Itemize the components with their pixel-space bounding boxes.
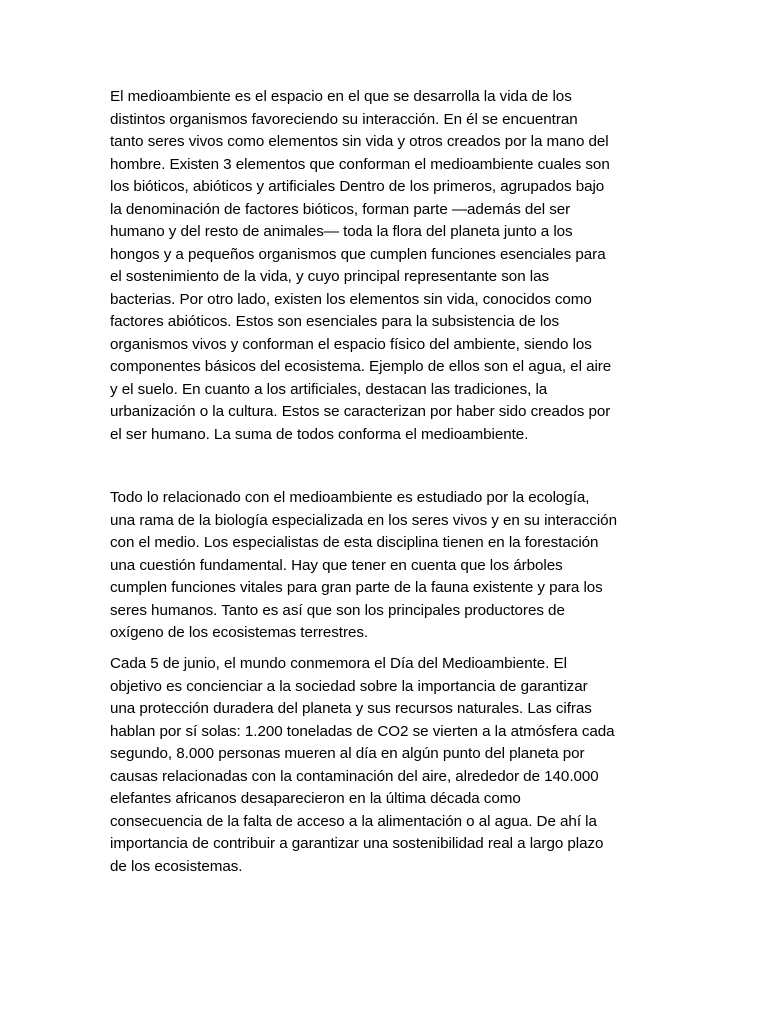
paragraph-dia-del-medioambiente: Cada 5 de junio, el mundo conmemora el Día del Medioambiente. El objetivo es concienciar a la sociedad sobre la importancia de garantizar una protección duradera del planeta y sus recursos naturales. Las cifras hablan por sí solas: 1.200 toneladas de CO2 se vierten a la atmósfera cada segundo, 8.000 personas mueren al día en algún punto del planeta por causas relacionadas con la contaminación del aire, alrededor de 140.000 elefantes africanos desaparecieron en la última década como consecuencia de la falta de acceso a la alimentación o al agua. De ahí la importancia de contribuir a garantizar una sostenibilidad real a largo plazo de los ecosistemas. [110,655,615,875]
paragraph-ecologia: Todo lo relacionado con el medioambiente es estudiado por la ecología, una rama de la biología especializada en los seres vivos y en su interacción con el medio. Los especialistas de esta disciplina tienen en la forestación una cuestión fundamental. Hay que tener en cuenta que los árboles cumplen funciones vitales para gran parte de la fauna existente y para los seres humanos. Tanto es así que son los principales productores de oxígeno de los ecosistemas terrestres. [110,489,617,641]
paragraph-medioambiente-definition: El medioambiente es el espacio en el que se desarrolla la vida de los distintos organismos favoreciendo su interacción. En él se encuentran tanto seres vivos como elementos sin vida y otros creados por la mano del hombre. Existen 3 elementos que conforman el medioambiente cuales son los bióticos, abióticos y artificiales Dentro de los primeros, agrupados bajo la denominación de factores bióticos, forman parte —además del ser humano y del resto de animales— toda la flora del planeta junto a los hongos y a pequeños organismos que cumplen funciones esenciales para el sostenimiento de la vida, y cuyo principal representante son las bacterias. Por otro lado, existen los elementos sin vida, conocidos como factores abióticos. Estos son esenciales para la subsistencia de los organismos vivos y conforman el espacio físico del ambiente, siendo los componentes básicos del ecosistema. Ejemplo de ellos son el agua, el aire y el suelo. En cuanto a los artificiales, destacan las tradiciones, la urbanización o la cultura. Estos se caracterizan por haber sido creados por el ser humano. La suma de todos conforma el medioambiente. [110,88,612,443]
